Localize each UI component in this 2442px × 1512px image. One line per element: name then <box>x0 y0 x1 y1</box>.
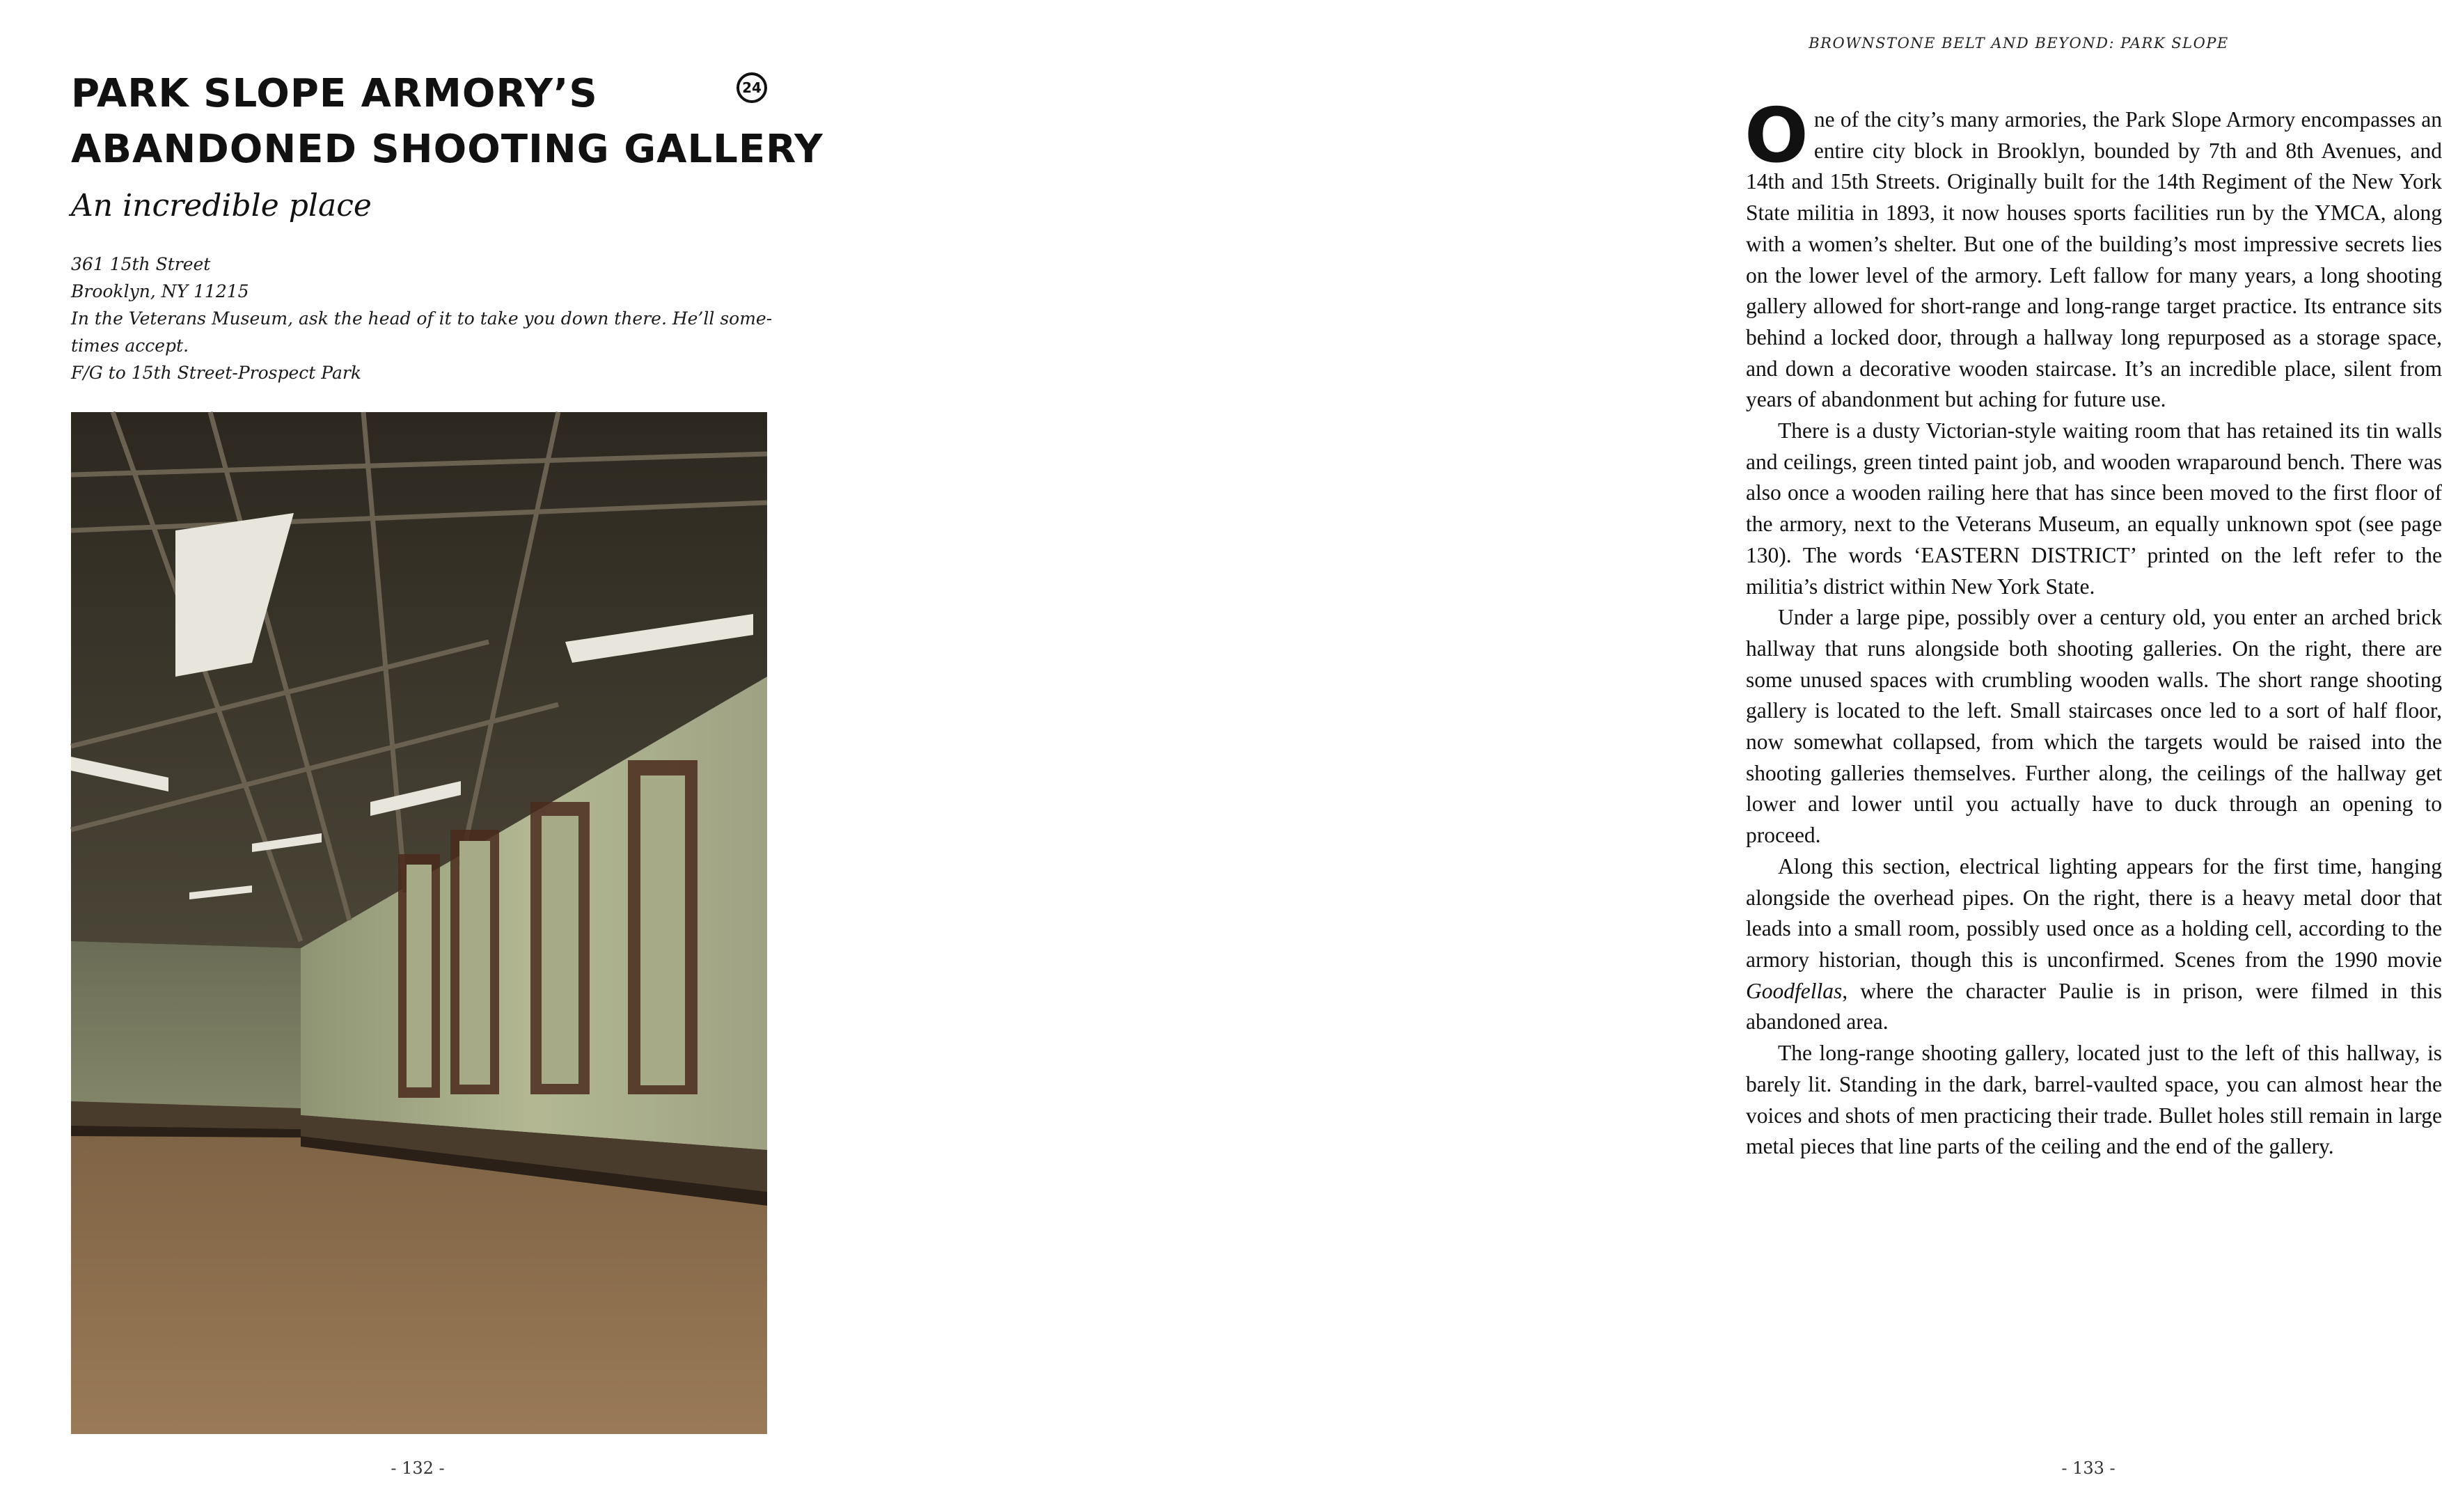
left-page <box>0 0 835 1512</box>
running-head: BROWNSTONE BELT AND BEYOND: PARK SLOPE <box>1809 35 2229 52</box>
title-line-2: ABANDONED SHOOTING GALLERY <box>71 127 824 172</box>
paragraph-4 <box>1746 851 2442 1038</box>
access-note-line-1: In the Veterans Museum, ask the head of it to take you down there. He’ll some- <box>71 308 773 329</box>
article-title <box>71 66 824 178</box>
paragraph-4-text-a: Along this section, electrical lighting appears for the first time, hanging alongside the overhead pipes. On the right, there is a heavy metal door that leads into a small room, possibly used once as a holding cell, according to the armory historian, though this is unconfirmed. Scenes from the 1990 movie <box>1746 853 2442 972</box>
paragraph-5: The long-range shooting gallery, located just to the left of this hallway, is barely lit. Standing in the dark, barrel-vaulted space, you can almost hear the voices and shots of men practicing their trade. Bullet holes still remain in large metal pieces that line parts of the ceiling and the end of the gallery. <box>1746 1041 2442 1159</box>
page-number-right: - 133 - <box>2061 1458 2116 1478</box>
film-title: Goodfellas <box>1746 978 1843 1003</box>
paragraph-3: Under a large pipe, possibly over a century old, you enter an arched brick hallway that runs alongside both shooting galleries. On the right, there are some unused spaces with crumbling wooden walls. The short range shooting gallery is located to the left. Small staircases once led to a sort of half floor, now somewhat collapsed, from which the targets would be raised into the shooting galleries themselves. Further along, the ceilings of the hallway get lower and lower until you actually have to duck through an opening to proceed. <box>1746 605 2442 848</box>
access-note-line-2: times accept. <box>71 336 189 356</box>
paragraph-1-text: ne of the city’s many armories, the Park Slope Armory encompasses an entire city block in Brooklyn, bounded by 7th and 8th Avenues, and 14th and 15th Streets. Originally built for the 14th Regiment of the New York State militia in 1893, it now houses sports facilities run by the YMCA, along with a women’s shelter. But one of the building’s most impressive secrets lies on the lower level of the armory. Left fallow for many years, a long shooting gallery allowed for short-range and long-range target practice. Its entrance sits behind a locked door, through a hallway long repurposed as a storage space, and down a decorative wooden staircase. It’s an incredible place, silent from years of abandonment but aching for future use. <box>1746 107 2442 412</box>
drop-cap: O <box>1744 93 1809 180</box>
transit-info: F/G to 15th Street-Prospect Park <box>71 363 361 383</box>
paragraph-4-text-b: , where the character Paulie is in prison, were filmed in this abandoned area. <box>1746 978 2442 1034</box>
location-info <box>71 251 774 386</box>
right-page <box>835 0 2442 1512</box>
address-line-1: 361 15th Street <box>71 254 211 274</box>
paragraph-2: There is a dusty Victorian-style waiting room that has retained its tin walls and ceilings, green tinted paint job, and wooden wraparound bench. There was also once a wooden railing here that has since been moved to the first floor of the armory, next to the Veterans Museum, an equally unknown spot (see page 130). The words ‘EASTERN DISTRICT’ printed on the left refer to the militia’s district within New York State. <box>1746 418 2442 599</box>
subtitle: An incredible place <box>71 188 372 223</box>
paragraph-1 <box>1744 93 2442 416</box>
article-body <box>1744 93 2442 1163</box>
page-number-left: - 132 - <box>391 1458 445 1478</box>
title-line-1: PARK SLOPE ARMORY’S <box>71 71 598 116</box>
shooting-gallery-photo <box>71 412 767 1434</box>
entry-number-badge: 24 <box>736 72 767 103</box>
address-line-2: Brooklyn, NY 11215 <box>71 281 249 301</box>
